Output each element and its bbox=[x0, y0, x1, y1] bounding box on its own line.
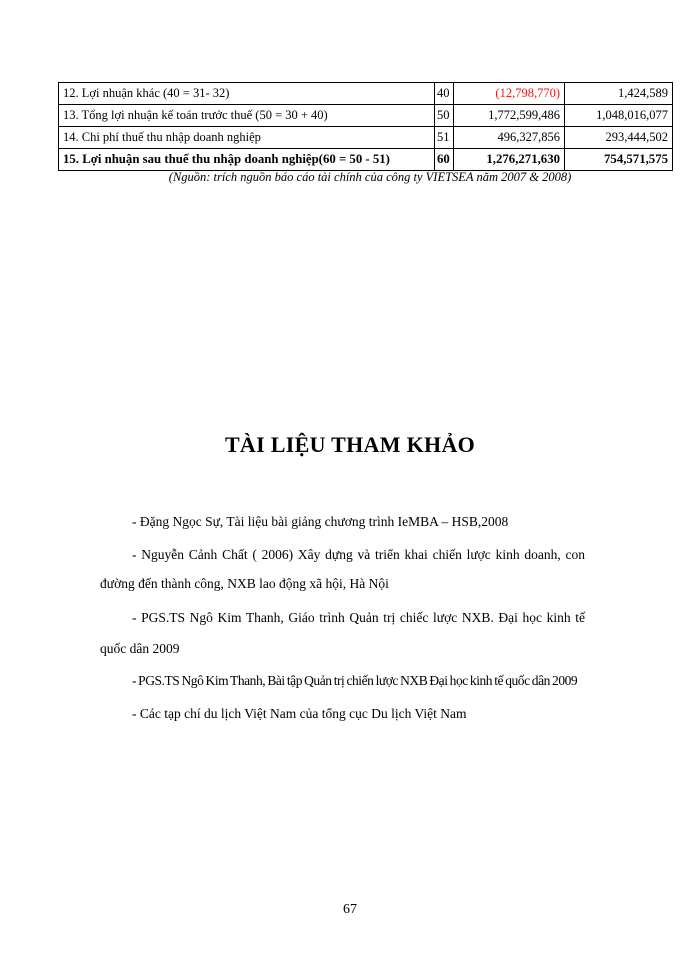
value-2008: 1,424,589 bbox=[565, 83, 673, 105]
references-heading: TÀI LIỆU THAM KHẢO bbox=[224, 432, 476, 457]
reference-item-continuation: quốc dân 2009 bbox=[100, 641, 180, 656]
line-item-label: 13. Tổng lợi nhuận kế toán trước thuế (50 = 30 + 40) bbox=[59, 105, 435, 127]
line-item-code: 50 bbox=[435, 105, 454, 127]
reference-item: - PGS.TS Ngô Kim Thanh, Bài tập Quản trị chiến lược NXB Đại học kinh tế quốc dân 2009 bbox=[132, 673, 578, 688]
value-2007: 1,276,271,630 bbox=[454, 149, 565, 171]
value-2008: 754,571,575 bbox=[565, 149, 673, 171]
reference-item: - PGS.TS Ngô Kim Thanh, Giáo trình Quản trị chiếc lược NXB. Đại học kinh tế bbox=[132, 610, 585, 625]
value-2008: 293,444,502 bbox=[565, 127, 673, 149]
table-row bbox=[59, 105, 673, 127]
value-2007: (12,798,770) bbox=[454, 83, 565, 105]
line-item-label: 15. Lợi nhuận sau thuế thu nhập doanh nghiệp(60 = 50 - 51) bbox=[59, 149, 435, 171]
line-item-code: 51 bbox=[435, 127, 454, 149]
reference-item: - Đặng Ngọc Sự, Tài liệu bài giảng chương trình IeMBA – HSB,2008 bbox=[132, 514, 509, 529]
value-2007: 1,772,599,486 bbox=[454, 105, 565, 127]
line-item-label: 12. Lợi nhuận khác (40 = 31- 32) bbox=[59, 83, 435, 105]
table-row-total bbox=[59, 149, 673, 171]
reference-item: - Các tạp chí du lịch Việt Nam của tổng cục Du lịch Việt Nam bbox=[132, 706, 467, 721]
source-note: (Nguồn: trích nguồn báo cáo tài chính của công ty VIETSEA năm 2007 & 2008) bbox=[168, 170, 572, 184]
value-2008: 1,048,016,077 bbox=[565, 105, 673, 127]
reference-item-continuation: đường đến thành công, NXB lao động xã hội, Hà Nội bbox=[100, 576, 389, 591]
page-number: 67 bbox=[343, 902, 357, 917]
line-item-code: 40 bbox=[435, 83, 454, 105]
line-item-label: 14. Chi phí thuế thu nhập doanh nghiệp bbox=[59, 127, 435, 149]
income-statement-table bbox=[58, 82, 673, 171]
line-item-code: 60 bbox=[435, 149, 454, 171]
table-row bbox=[59, 83, 673, 105]
table-row bbox=[59, 127, 673, 149]
reference-item: - Nguyễn Cảnh Chất ( 2006) Xây dựng và triển khai chiến lược kinh doanh, con bbox=[132, 547, 585, 562]
value-2007: 496,327,856 bbox=[454, 127, 565, 149]
